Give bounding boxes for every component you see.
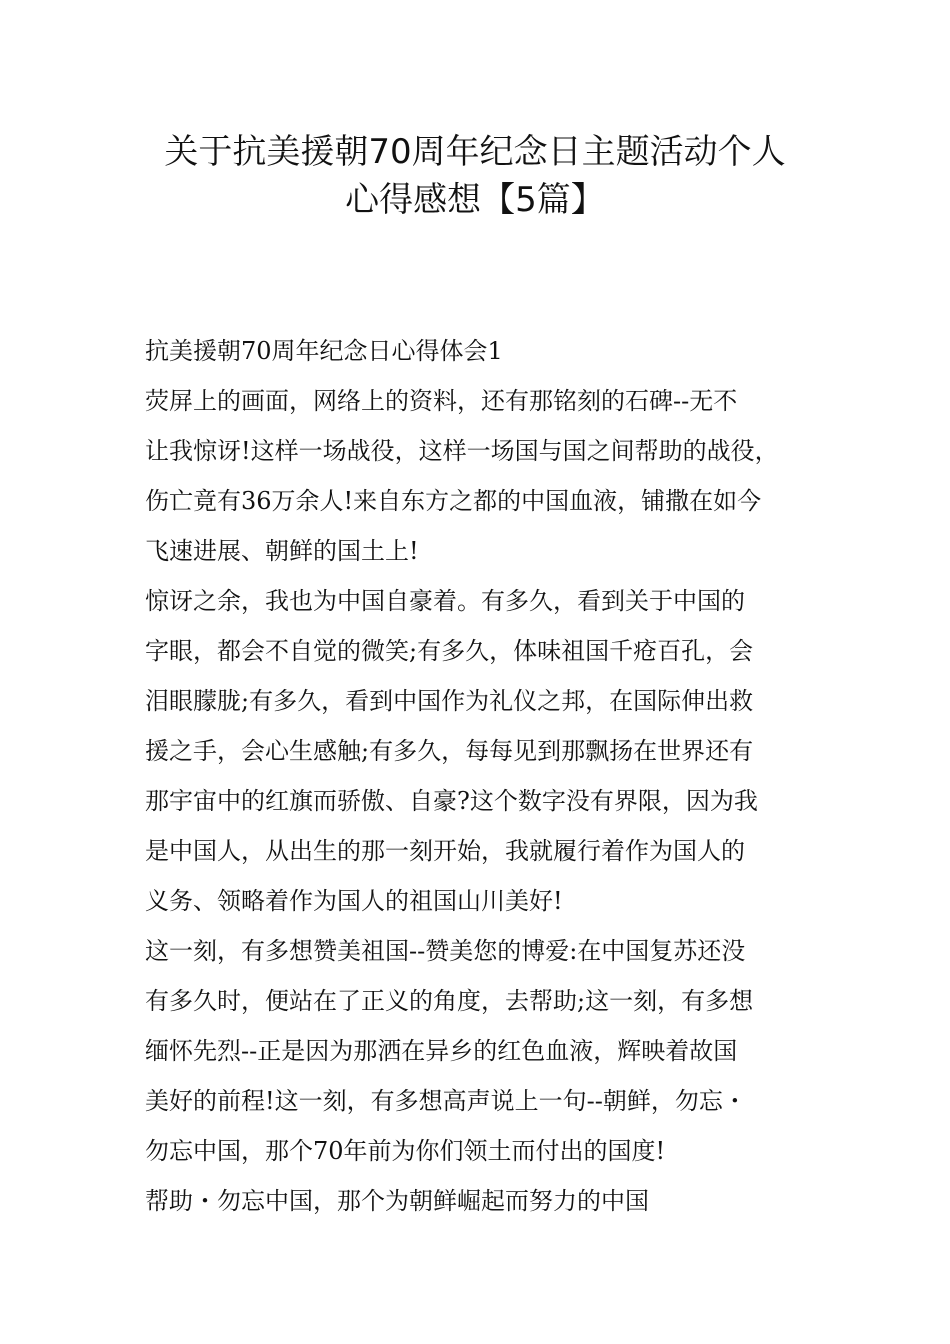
- body-line: 美好的前程!这一刻，有多想高声说上一句--朝鲜，勿忘・: [145, 1087, 747, 1115]
- body-line: 惊讶之余，我也为中国自豪着。有多久，看到关于中国的: [145, 587, 745, 615]
- body-line: 那宇宙中的红旗而骄傲、自豪?这个数字没有界限，因为我: [145, 787, 758, 815]
- body-line: 勿忘中国，那个70年前为你们领土而付出的国度!: [145, 1137, 666, 1165]
- body-line: 泪眼朦胧;有多久，看到中国作为礼仪之邦，在国际伸出救: [145, 687, 754, 715]
- body-line: 飞速进展、朝鲜的国土上!: [145, 537, 419, 565]
- body-line: 援之手，会心生感触;有多久，每每见到那飘扬在世界还有: [145, 737, 754, 765]
- body-line: 字眼，都会不自觉的微笑;有多久，体味祖国千疮百孔，会: [145, 637, 754, 665]
- body-line: 帮助・勿忘中国，那个为朝鲜崛起而努力的中国: [145, 1187, 649, 1215]
- document-title-line-1: 关于抗美援朝70周年纪念日主题活动个人: [164, 132, 786, 172]
- body-line: 有多久时，便站在了正义的角度，去帮助;这一刻，有多想: [145, 987, 754, 1015]
- body-line: 义务、领略着作为国人的祖国山川美好!: [145, 887, 563, 915]
- body-line: 这一刻，有多想赞美祖国--赞美您的博爱:在中国复苏还没: [145, 937, 746, 965]
- body-line: 是中国人，从出生的那一刻开始，我就履行着作为国人的: [145, 837, 745, 865]
- body-line: 让我惊讶!这样一场战役，这样一场国与国之间帮助的战役，: [145, 437, 779, 465]
- body-line: 伤亡竟有36万余人!来自东方之都的中国血液，铺撒在如今: [145, 487, 762, 515]
- section-heading: 抗美援朝70周年纪念日心得体会1: [145, 337, 503, 365]
- body-line: 缅怀先烈--正是因为那洒在异乡的红色血液，辉映着故国: [145, 1037, 738, 1065]
- document-title-line-2: 心得感想【5篇】: [345, 180, 605, 220]
- body-line: 荧屏上的画面，网络上的资料，还有那铭刻的石碑--无不: [145, 387, 738, 415]
